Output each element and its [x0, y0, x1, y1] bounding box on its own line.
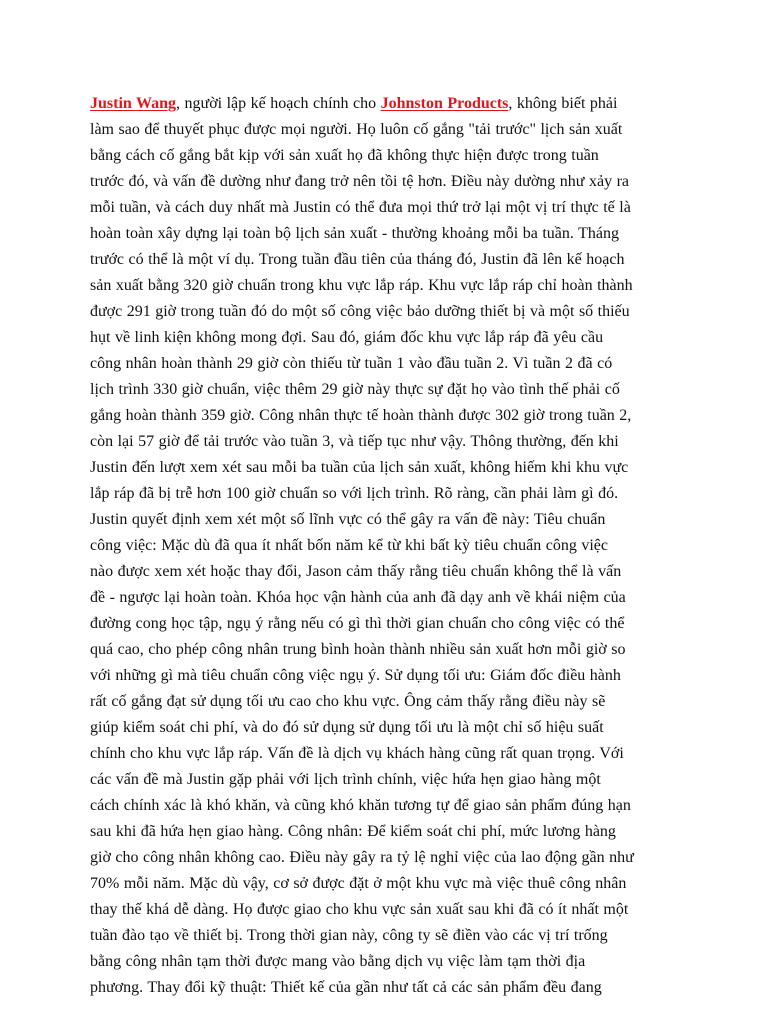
text-line: chính cho khu vực lắp ráp. Vấn đề là dịch vụ khách hàng cũng rất quan trọng. Với	[90, 745, 624, 762]
text-line: lịch trình 330 giờ chuẩn, việc thêm 29 giờ này thực sự đặt họ vào tình thế phải cố	[90, 381, 620, 398]
text-line: trước có thể là một ví dụ. Trong tuần đầu tiên của tháng đó, Justin đã lên kế hoạch	[90, 251, 625, 268]
text-line: công nhân hoàn thành 29 giờ còn thiếu từ tuần 1 vào đầu tuần 2. Vì tuần 2 đã có	[90, 355, 613, 372]
text-line: các vấn đề mà Justin gặp phải với lịch trình chính, việc hứa hẹn giao hàng một	[90, 771, 601, 788]
text-line: hoàn toàn xây dựng lại toàn bộ lịch sản xuất - thường khoảng mỗi ba tuần. Tháng	[90, 225, 619, 242]
text-line: cách chính xác là khó khăn, và cũng khó khăn tương tự để giao sản phẩm đúng hạn	[90, 797, 631, 814]
text-line-1	[90, 91, 680, 117]
text-line: còn lại 57 giờ để tải trước vào tuần 3, và tiếp tục như vậy. Thông thường, đến khi	[90, 433, 619, 450]
line-1-end-text: , không biết phải	[508, 95, 618, 112]
text-line: làm sao để thuyết phục được mọi người. Họ luôn cố gắng "tải trước" lịch sản xuất	[90, 121, 623, 138]
line-1-middle-text: , người lập kế hoạch chính cho	[176, 95, 381, 112]
text-line: đề - ngược lại hoàn toàn. Khóa học vận hành của anh đã dạy anh về khái niệm của	[90, 589, 626, 606]
text-line: công việc: Mặc dù đã qua ít nhất bốn năm kể từ khi bất kỳ tiêu chuẩn công việc	[90, 537, 608, 554]
text-line: đường cong học tập, ngụ ý rằng nếu có gì thì thời gian chuẩn cho công việc có thể	[90, 615, 625, 632]
text-line: quá cao, cho phép công nhân trung bình hoàn thành nhiều sản xuất hơn mỗi giờ so	[90, 641, 626, 658]
text-line: nào được xem xét hoặc thay đổi, Jason cảm thấy rằng tiêu chuẩn không thể là vấn	[90, 563, 622, 580]
text-line: sản xuất bằng 320 giờ chuẩn trong khu vực lắp ráp. Khu vực lắp ráp chỉ hoàn thành	[90, 277, 633, 294]
text-line: Justin đến lượt xem xét sau mỗi ba tuần của lịch sản xuất, không hiếm khi khu vực	[90, 459, 629, 476]
text-line: bằng công nhân tạm thời được mang vào bằng dịch vụ việc làm tạm thời địa	[90, 953, 586, 970]
text-line: lắp ráp đã bị trễ hơn 100 giờ chuẩn so với lịch trình. Rõ ràng, cần phải làm gì đó.	[90, 485, 619, 502]
person-link[interactable]: Justin Wang	[90, 95, 177, 112]
text-line: thay thế khá dễ dàng. Họ được giao cho khu vực sản xuất sau khi đã có ít nhất một	[90, 901, 629, 918]
text-line: được 291 giờ trong tuần đó do một số công việc bảo dưỡng thiết bị và một số thiếu	[90, 303, 630, 320]
text-line: Justin quyết định xem xét một số lĩnh vực có thể gây ra vấn đề này: Tiêu chuẩn	[90, 511, 606, 528]
text-line: rất cố gắng đạt sử dụng tối ưu cao cho khu vực. Ông cảm thấy rằng điều này sẽ	[90, 693, 606, 710]
company-link[interactable]: Johnston Products	[380, 95, 509, 112]
text-line: hụt về linh kiện không mong đợi. Sau đó, giám đốc khu vực lắp ráp đã yêu cầu	[90, 329, 604, 346]
text-line: giúp kiểm soát chi phí, và do đó sử dụng sử dụng tối ưu là một chỉ số hiệu suất	[90, 719, 604, 736]
text-line: giờ cho công nhân không cao. Điều này gây ra tỷ lệ nghỉ việc của lao động gần như	[90, 849, 634, 866]
document-body	[90, 91, 680, 1001]
text-line: 70% mỗi năm. Mặc dù vậy, cơ sở được đặt ở một khu vực mà việc thuê công nhân	[90, 875, 627, 892]
text-line: mỗi tuần, và cách duy nhất mà Justin có thể đưa mọi thứ trở lại một vị trí thực tế là	[90, 199, 631, 216]
text-line: sau khi đã hứa hẹn giao hàng. Công nhân: Để kiểm soát chi phí, mức lương hàng	[90, 823, 616, 840]
text-line: gắng hoàn thành 359 giờ. Công nhân thực tế hoàn thành được 302 giờ trong tuần 2,	[90, 407, 632, 424]
text-line: phương. Thay đổi kỹ thuật: Thiết kế của gần như tất cả các sản phẩm đều đang	[90, 979, 602, 996]
text-line: tuần đào tạo về thiết bị. Trong thời gian này, công ty sẽ điền vào các vị trí trống	[90, 927, 608, 944]
text-line: trước đó, và vấn đề dường như đang trở nên tồi tệ hơn. Điều này dường như xảy ra	[90, 173, 629, 190]
text-line: với những gì mà tiêu chuẩn công việc ngụ ý. Sử dụng tối ưu: Giám đốc điều hành	[90, 667, 621, 684]
text-line: bằng cách cố gắng bắt kịp với sản xuất họ đã không thực hiện được trong tuần	[90, 147, 599, 164]
